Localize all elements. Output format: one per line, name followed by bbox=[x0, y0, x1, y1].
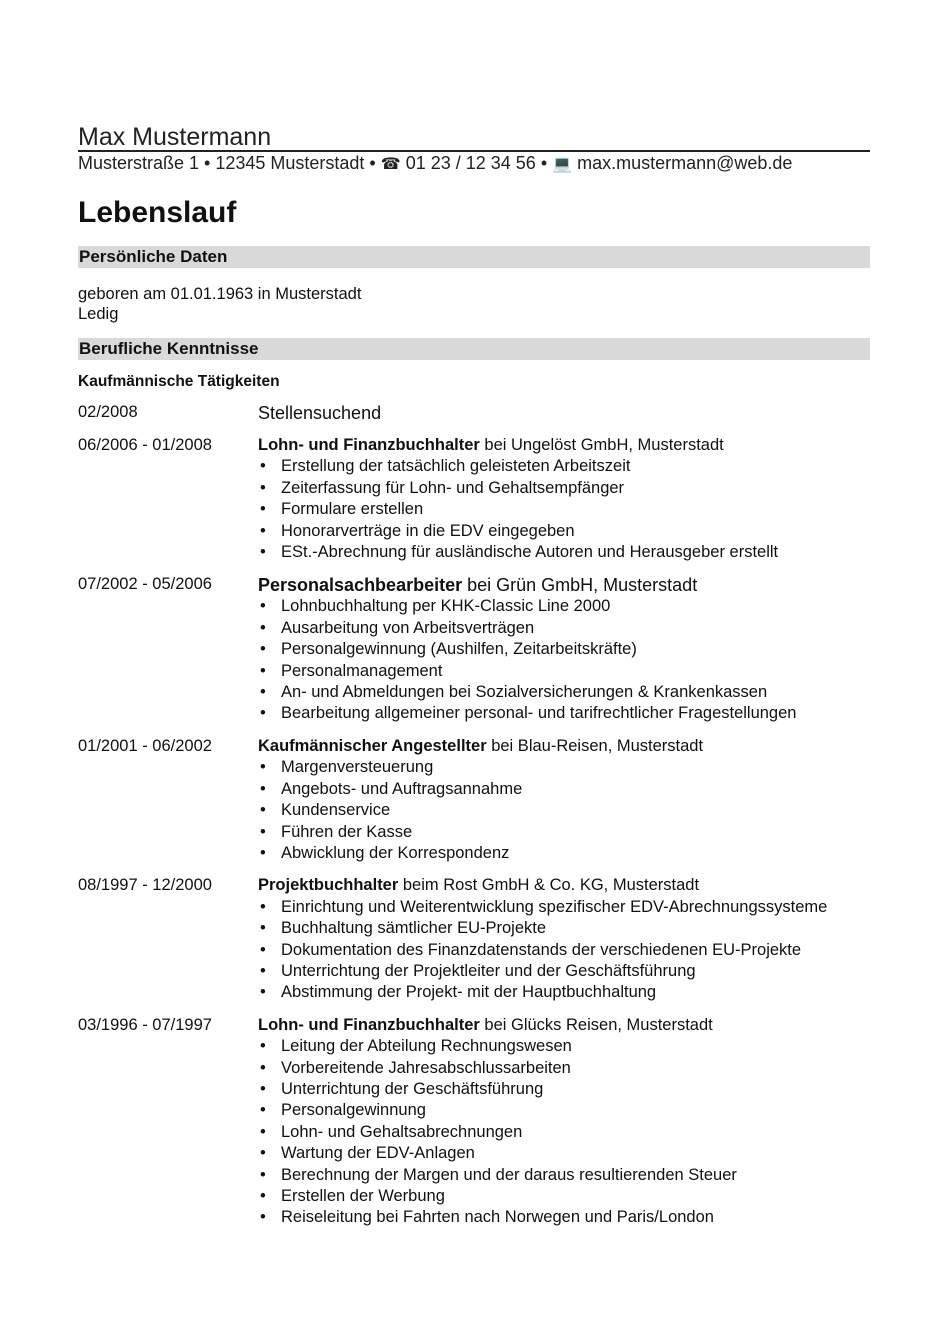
task-item: • Führen der Kasse bbox=[258, 822, 870, 843]
entry-headline bbox=[258, 875, 870, 896]
task-item: • ESt.-Abrechnung für ausländische Autoren und Herausgeber erstellt bbox=[258, 542, 870, 563]
entry-body bbox=[258, 402, 870, 424]
entry-employer: beim Rost GmbH & Co. KG, Musterstadt bbox=[398, 876, 700, 895]
applicant-name: Max Mustermann bbox=[78, 123, 272, 151]
subsection-heading: Kaufmännische Tätigkeiten bbox=[78, 373, 280, 390]
task-item: • Buchhaltung sämtlicher EU-Projekte bbox=[258, 918, 870, 939]
entry-body bbox=[258, 435, 870, 563]
entry-headline bbox=[258, 1015, 870, 1036]
section-personal-data bbox=[78, 246, 870, 268]
task-item: • Lohnbuchhaltung per KHK-Classic Line 2000 bbox=[258, 596, 870, 617]
entry-date: 02/2008 bbox=[78, 403, 138, 421]
task-list bbox=[258, 897, 870, 1004]
entry-body bbox=[258, 875, 870, 1003]
career-entry bbox=[78, 574, 870, 724]
computer-icon: 💻 bbox=[552, 156, 573, 173]
task-item: • Personalgewinnung bbox=[258, 1100, 870, 1121]
task-item: • Abstimmung der Projekt- mit der Hauptbuchhaltung bbox=[258, 982, 870, 1003]
task-item: • Dokumentation des Finanzdatenstands der verschiedenen EU-Projekte bbox=[258, 940, 870, 961]
entry-employer: Stellensuchend bbox=[258, 403, 382, 423]
entry-headline bbox=[258, 402, 870, 424]
task-list bbox=[258, 1036, 870, 1229]
contact-email[interactable]: max.mustermann@web.de bbox=[577, 153, 793, 173]
entry-body bbox=[258, 574, 870, 724]
marital-status: Ledig bbox=[78, 305, 119, 323]
task-list bbox=[258, 456, 870, 563]
entry-role: Projektbuchhalter bbox=[258, 876, 399, 895]
birth-info: geboren am 01.01.1963 in Musterstadt bbox=[78, 285, 362, 303]
entry-headline bbox=[258, 574, 870, 596]
task-item: • Unterrichtung der Projektleiter und der Geschäftsführung bbox=[258, 961, 870, 982]
entry-date: 07/2002 - 05/2006 bbox=[78, 575, 212, 594]
entry-employer: bei Blau-Reisen, Musterstadt bbox=[486, 736, 704, 755]
entry-date: 08/1997 - 12/2000 bbox=[78, 876, 212, 895]
career-entry bbox=[78, 435, 870, 563]
task-item: • An- und Abmeldungen bei Sozialversicherungen & Krankenkassen bbox=[258, 682, 870, 703]
task-item: • Bearbeitung allgemeiner personal- und tarifrechtlicher Fragestellungen bbox=[258, 703, 870, 724]
entry-date: 06/2006 - 01/2008 bbox=[78, 436, 212, 454]
contact-phone: 01 23 / 12 34 56 • bbox=[405, 153, 548, 173]
contact-line bbox=[78, 152, 792, 176]
task-item: • Abwicklung der Korrespondenz bbox=[258, 843, 870, 864]
career-entry bbox=[78, 402, 870, 424]
career-entry bbox=[78, 736, 870, 864]
career-entries bbox=[78, 402, 870, 1229]
entry-employer: bei Grün GmbH, Musterstadt bbox=[462, 575, 698, 596]
entry-role: Lohn- und Finanzbuchhalter bbox=[258, 1015, 480, 1034]
entry-date: 03/1996 - 07/1997 bbox=[78, 1015, 212, 1034]
entry-headline bbox=[258, 736, 870, 757]
task-item: • Personalmanagement bbox=[258, 661, 870, 682]
entry-role: Personalsachbearbeiter bbox=[258, 575, 463, 596]
entry-body bbox=[258, 1015, 870, 1229]
entry-employer: bei Ungelöst GmbH, Musterstadt bbox=[479, 436, 724, 454]
task-item: • Leitung der Abteilung Rechnungswesen bbox=[258, 1036, 870, 1057]
task-item: • Margenversteuerung bbox=[258, 757, 870, 778]
task-list bbox=[258, 596, 870, 724]
entry-headline bbox=[258, 435, 870, 456]
task-item: • Erstellung der tatsächlich geleisteten Arbeitszeit bbox=[258, 456, 870, 477]
entry-employer: bei Glücks Reisen, Musterstadt bbox=[479, 1015, 713, 1034]
phone-icon: ☎ bbox=[380, 156, 401, 173]
entry-role: Lohn- und Finanzbuchhalter bbox=[258, 436, 480, 454]
contact-address: Musterstraße 1 • 12345 Musterstadt • bbox=[78, 153, 376, 173]
career-entry bbox=[78, 875, 870, 1003]
task-item: • Unterrichtung der Geschäftsführung bbox=[258, 1079, 870, 1100]
task-item: • Angebots- und Auftragsannahme bbox=[258, 779, 870, 800]
task-item: • Formulare erstellen bbox=[258, 499, 870, 520]
task-list bbox=[258, 757, 870, 864]
task-item: • Vorbereitende Jahresabschlussarbeiten bbox=[258, 1058, 870, 1079]
task-item: • Zeiterfassung für Lohn- und Gehaltsempfänger bbox=[258, 478, 870, 499]
task-item: • Erstellen der Werbung bbox=[258, 1186, 870, 1207]
task-item: • Reiseleitung bei Fahrten nach Norwegen und Paris/London bbox=[258, 1207, 870, 1228]
entry-body bbox=[258, 736, 870, 864]
task-item: • Einrichtung und Weiterentwicklung spezifischer EDV-Abrechnungssysteme bbox=[258, 897, 870, 918]
document-title: Lebenslauf bbox=[78, 196, 237, 229]
section-heading: Berufliche Kenntnisse bbox=[79, 339, 259, 358]
task-item: • Personalgewinnung (Aushilfen, Zeitarbeitskräfte) bbox=[258, 639, 870, 660]
section-professional-skills bbox=[78, 338, 870, 360]
task-item: • Wartung der EDV-Anlagen bbox=[258, 1143, 870, 1164]
task-item: • Lohn- und Gehaltsabrechnungen bbox=[258, 1122, 870, 1143]
task-item: • Berechnung der Margen und der daraus resultierenden Steuer bbox=[258, 1165, 870, 1186]
section-heading: Persönliche Daten bbox=[79, 247, 228, 266]
entry-date: 01/2001 - 06/2002 bbox=[78, 736, 212, 755]
task-item: • Honorarverträge in die EDV eingegeben bbox=[258, 521, 870, 542]
task-item: • Ausarbeitung von Arbeitsverträgen bbox=[258, 618, 870, 639]
career-entry bbox=[78, 1015, 870, 1229]
task-item: • Kundenservice bbox=[258, 800, 870, 821]
entry-role: Kaufmännischer Angestellter bbox=[258, 736, 487, 755]
